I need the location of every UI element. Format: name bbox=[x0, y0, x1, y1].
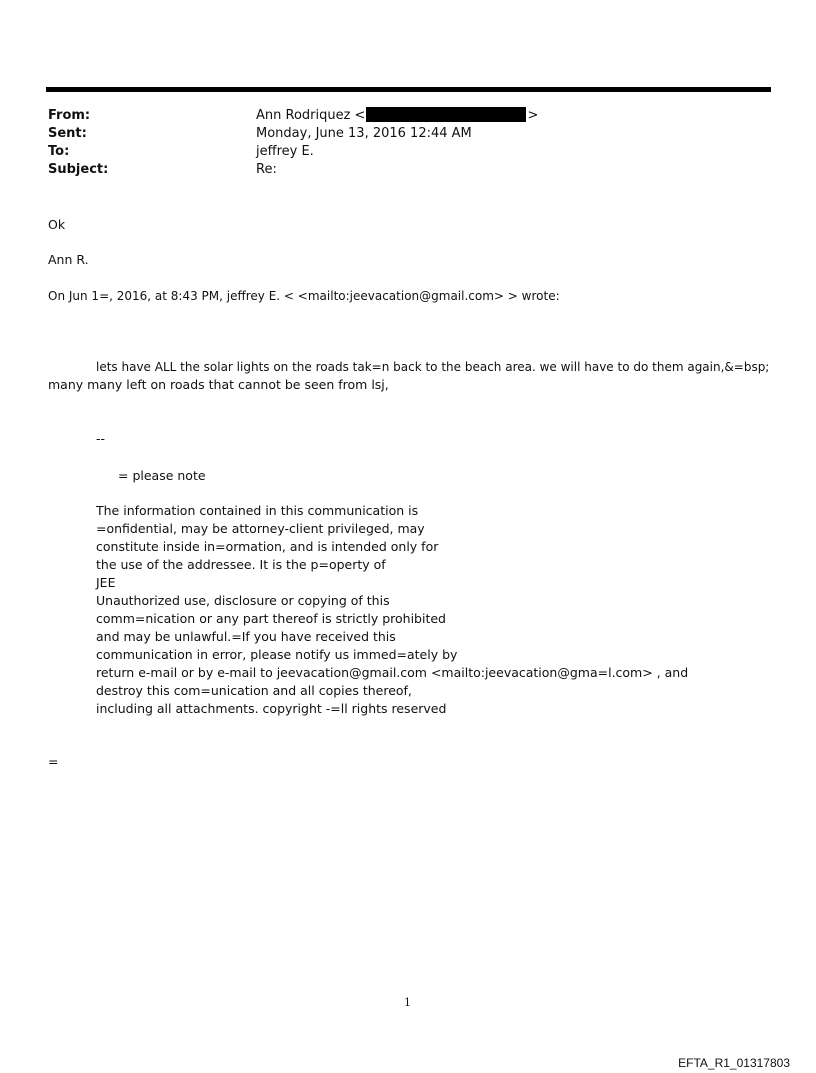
disclaimer-line: communication in error, please notify us immed=ately by bbox=[96, 647, 458, 662]
please-note: = please note bbox=[118, 468, 206, 483]
subject-label: Subject: bbox=[48, 162, 109, 177]
disclaimer-line: the use of the addressee. It is the p=operty of bbox=[96, 557, 386, 572]
to-label: To: bbox=[48, 144, 70, 159]
to-value: jeffrey E. bbox=[256, 144, 314, 159]
disclaimer-line: =onfidential, may be attorney-client privileged, may bbox=[96, 521, 425, 536]
signature-text: Ann R. bbox=[48, 252, 89, 267]
trailing-equals: = bbox=[48, 754, 59, 769]
quote-intro: On Jun 1=, 2016, at 8:43 PM, jeffrey E. < <mailto:jeevacation@gmail.com> > wrote: bbox=[48, 289, 560, 303]
disclaimer-line: JEE bbox=[96, 575, 116, 590]
page-number: 1 bbox=[404, 996, 411, 1009]
disclaimer-line: Unauthorized use, disclosure or copying of this bbox=[96, 593, 390, 608]
quote-line-1: lets have ALL the solar lights on the roads tak=n back to the beach area. we will have to do them again,&=bsp; bbox=[96, 360, 770, 374]
redaction-box bbox=[366, 107, 526, 122]
from-name: Ann Rodriquez < bbox=[256, 108, 366, 123]
sent-value: Monday, June 13, 2016 12:44 AM bbox=[256, 126, 472, 141]
header-rule bbox=[46, 87, 771, 92]
disclaimer-line: and may be unlawful.=If you have received this bbox=[96, 629, 396, 644]
disclaimer-line: return e-mail or by e-mail to jeevacation@gmail.com <mailto:jeevacation@gma=l.com> , and bbox=[96, 665, 689, 680]
disclaimer-line: comm=nication or any part thereof is strictly prohibited bbox=[96, 611, 446, 626]
disclaimer-line: constitute inside in=ormation, and is intended only for bbox=[96, 539, 439, 554]
sent-label: Sent: bbox=[48, 126, 87, 141]
from-value bbox=[256, 107, 538, 125]
document-id: EFTA_R1_01317803 bbox=[678, 1056, 790, 1070]
disclaimer-line: The information contained in this communication is bbox=[96, 503, 419, 518]
subject-value: Re: bbox=[256, 162, 277, 177]
signature-separator: -- bbox=[96, 431, 106, 446]
disclaimer-block bbox=[96, 502, 688, 718]
reply-text: Ok bbox=[48, 217, 66, 232]
disclaimer-line: including all attachments. copyright -=ll rights reserved bbox=[96, 701, 447, 716]
disclaimer-line: destroy this com=unication and all copies thereof, bbox=[96, 683, 412, 698]
from-label: From: bbox=[48, 108, 91, 123]
from-suffix: > bbox=[527, 108, 539, 123]
quote-line-2: many many left on roads that cannot be seen from lsj, bbox=[48, 377, 389, 392]
